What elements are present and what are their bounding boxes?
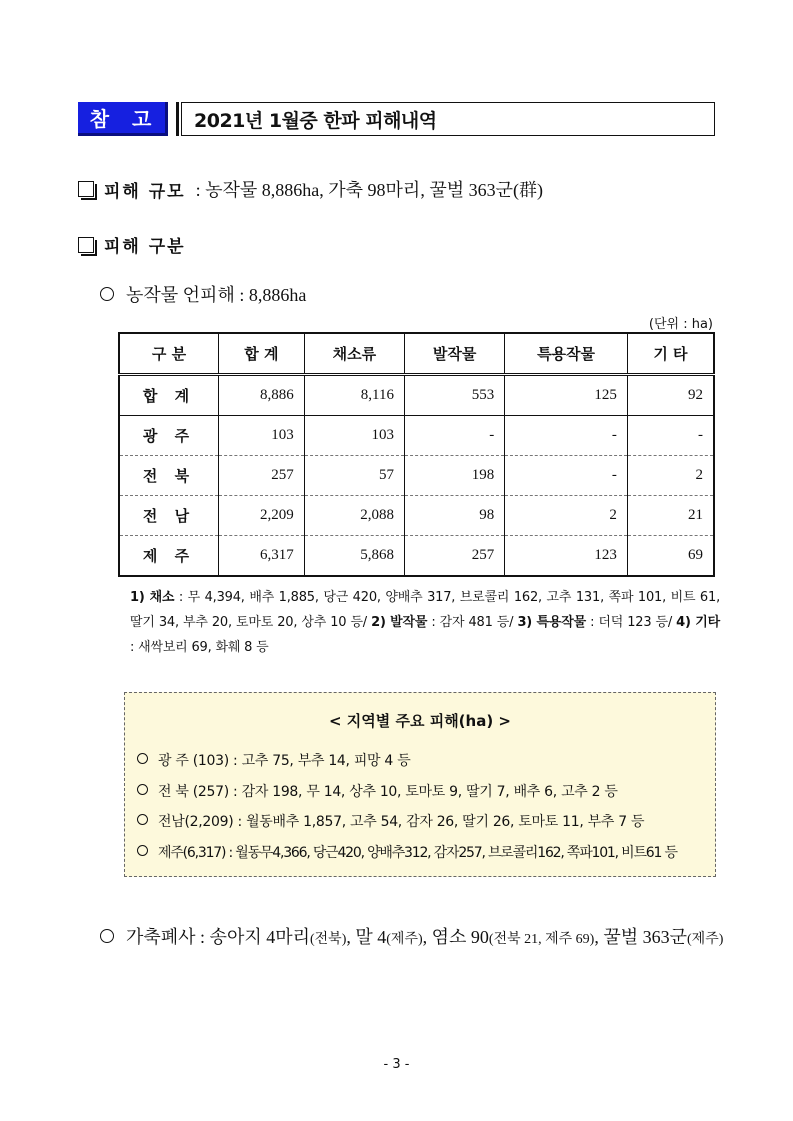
table-cell: 92: [627, 375, 714, 416]
regional-damage-line: [137, 811, 644, 831]
checkbox-square-icon: [78, 181, 94, 197]
column-header: 구 분: [119, 333, 219, 375]
footnote-text: : 감자 481 등/: [427, 615, 518, 630]
reference-badge: 참 고: [78, 102, 168, 136]
table-cell: 8,116: [304, 375, 404, 416]
livestock-text: , 꿀벌 363군: [594, 927, 688, 947]
livestock-note: (제주): [386, 932, 423, 947]
regional-damage-line: [137, 842, 677, 862]
table-cell: 198: [404, 456, 504, 496]
page-header: [78, 102, 715, 136]
regional-damage-text: 전 북 (257) : 감자 198, 무 14, 상추 10, 토마토 9, 딸기 7, 배추 6, 고추 2 등: [158, 784, 618, 800]
section-damage-scale: [78, 176, 543, 202]
table-footnote: [130, 585, 720, 660]
circle-bullet-icon: [100, 929, 114, 943]
table-cell: 98: [404, 496, 504, 536]
circle-bullet-icon: [137, 753, 148, 764]
circle-bullet-icon: [100, 287, 114, 301]
circle-bullet-icon: [137, 814, 148, 825]
table-header-row: [119, 333, 714, 375]
regional-damage-title: < 지역별 주요 피해(ha) >: [329, 712, 511, 730]
table-row: [119, 375, 714, 416]
regional-damage-text: 제주(6,317) : 월동무4,366, 당근420, 양배추312, 감자257, 브로콜리162, 쪽파101, 비트61 등: [158, 845, 677, 861]
column-header: 합 계: [219, 333, 305, 375]
table-cell: 6,317: [219, 536, 305, 577]
table-cell: 553: [404, 375, 504, 416]
table-cell: 123: [505, 536, 628, 577]
footnote-text: : 무 4,394, 배추 1,885, 당근 420, 양배추 317, 브로콜리 162, 고추 131, 쪽파 101, 비트 61, 딸기 34, 부추 20, 토마토 20, 상추 10 등/: [130, 590, 720, 630]
crops-title: 농작물 언피해 : 8,886ha: [126, 285, 307, 305]
page-title: 2021년 1월중 한파 피해내역: [181, 102, 715, 136]
footnote-label: 4) 기타: [676, 615, 720, 630]
table-cell: 21: [627, 496, 714, 536]
regional-damage-text: 광 주 (103) : 고추 75, 부추 14, 피망 4 등: [158, 753, 411, 769]
table-cell: 103: [304, 416, 404, 456]
table-cell: 2,209: [219, 496, 305, 536]
crop-damage-table: [118, 332, 715, 577]
row-header: 전 남: [119, 496, 219, 536]
livestock-damage: [100, 920, 730, 957]
regional-damage-box: [124, 692, 716, 877]
section-damage-category: [78, 232, 186, 257]
page-number: - 3 -: [383, 1057, 410, 1072]
table-cell: 125: [505, 375, 628, 416]
table-cell: -: [505, 456, 628, 496]
regional-damage-line: [137, 750, 410, 770]
row-header: 제 주: [119, 536, 219, 577]
table-cell: 103: [219, 416, 305, 456]
table-cell: 57: [304, 456, 404, 496]
table-row: [119, 536, 714, 577]
crops-heading: [100, 281, 306, 307]
column-header: 채소류: [304, 333, 404, 375]
footnote-text: : 새싹보리 69, 화훼 8 등: [130, 640, 269, 655]
regional-damage-text: 전남(2,209) : 월동배추 1,857, 고추 54, 감자 26, 딸기 26, 토마토 11, 부추 7 등: [158, 814, 645, 830]
section-label: 피해 구분: [104, 237, 186, 257]
unit-label: (단위 : ha): [648, 317, 713, 332]
livestock-text: 가축폐사 : 송아지 4마리: [126, 927, 310, 947]
table-row: [119, 496, 714, 536]
table-cell: -: [404, 416, 504, 456]
column-header: 발작물: [404, 333, 504, 375]
table-cell: 8,886: [219, 375, 305, 416]
table-cell: 69: [627, 536, 714, 577]
table-cell: 257: [219, 456, 305, 496]
table-cell: -: [505, 416, 628, 456]
livestock-note: (전북): [310, 932, 347, 947]
circle-bullet-icon: [137, 784, 148, 795]
footnote-label: 2) 발작물: [371, 615, 428, 630]
table-cell: -: [627, 416, 714, 456]
table-cell: 2,088: [304, 496, 404, 536]
table-cell: 257: [404, 536, 504, 577]
footnote-label: 1) 채소: [130, 590, 175, 605]
livestock-text: , 염소 90: [422, 927, 489, 947]
table-cell: 2: [505, 496, 628, 536]
footnote-label: 3) 특용작물: [517, 615, 586, 630]
livestock-note: (제주): [687, 932, 724, 947]
checkbox-square-icon: [78, 237, 94, 253]
row-header: 광 주: [119, 416, 219, 456]
column-header: 기 타: [627, 333, 714, 375]
circle-bullet-icon: [137, 845, 148, 856]
regional-damage-line: [137, 781, 618, 801]
section-label: 피해 규모: [104, 181, 186, 202]
table-row: [119, 456, 714, 496]
row-header: 합 계: [119, 375, 219, 416]
damage-scale-text: : 농작물 8,886ha, 가축 98마리, 꿀벌 363군(群): [195, 180, 543, 200]
row-header: 전 북: [119, 456, 219, 496]
table-cell: 2: [627, 456, 714, 496]
livestock-text: , 말 4: [346, 927, 387, 947]
column-header: 특용작물: [505, 333, 628, 375]
table-row: [119, 416, 714, 456]
livestock-note: (전북 21, 제주 69): [488, 932, 595, 947]
table-cell: 5,868: [304, 536, 404, 577]
footnote-text: : 더덕 123 등/: [585, 615, 677, 630]
